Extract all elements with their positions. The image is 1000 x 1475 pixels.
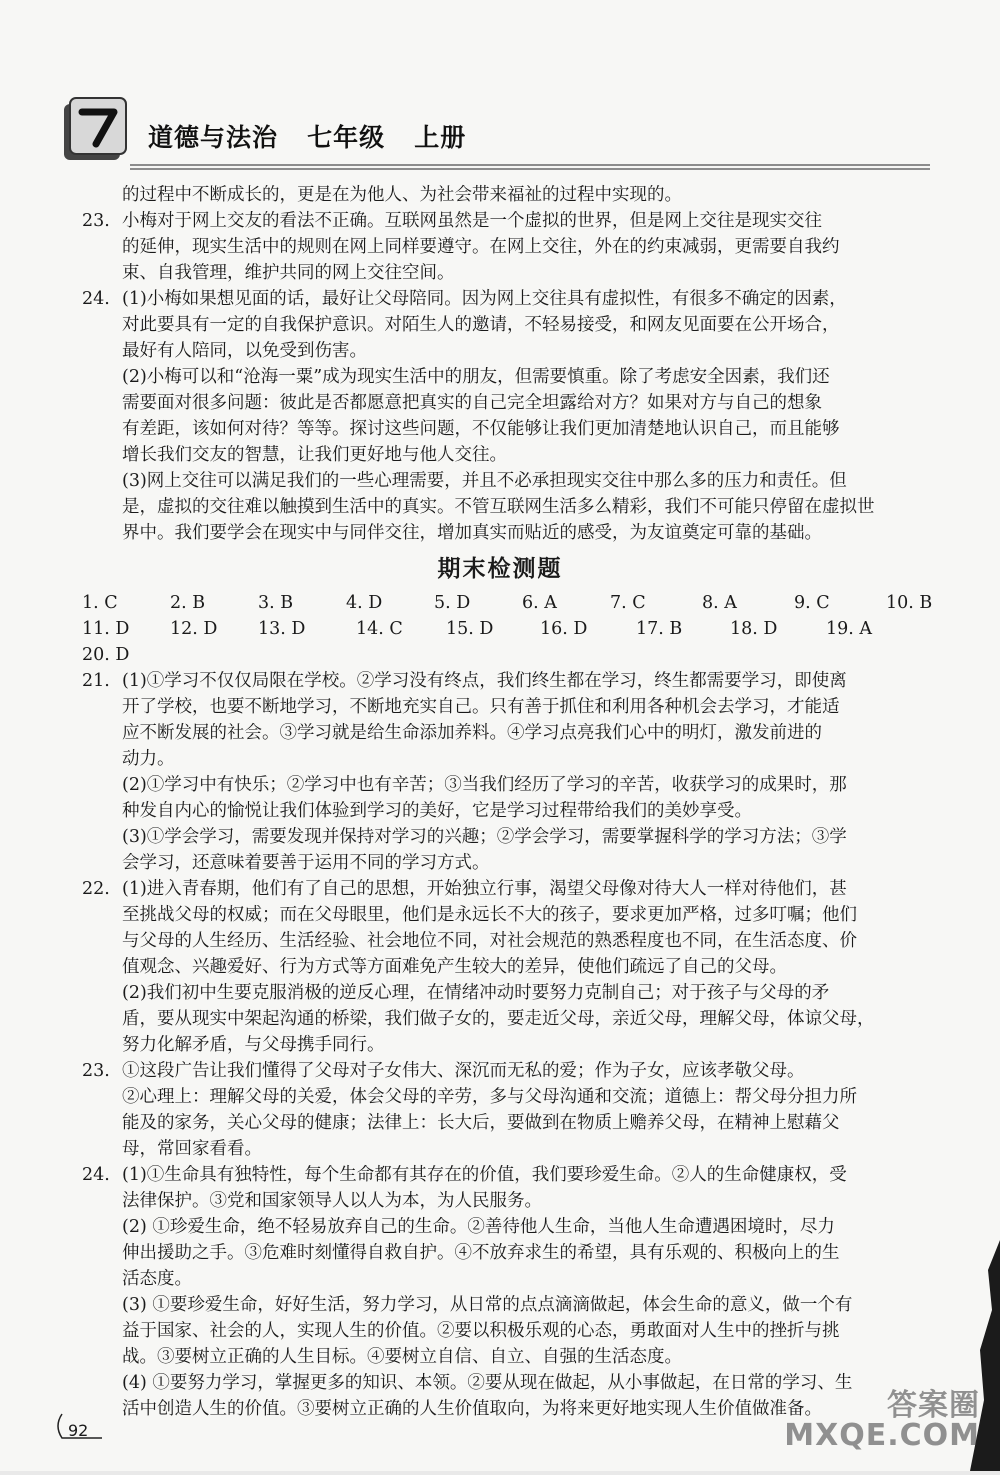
choice-answer: 5. D: [434, 593, 471, 613]
page-number: 92: [68, 1421, 89, 1440]
choice-answer: 17. B: [636, 619, 683, 639]
answer-text: 活态度。: [122, 1269, 192, 1289]
text-line: [60, 746, 940, 772]
text-line: [60, 980, 940, 1006]
text-line: [60, 1058, 940, 1084]
question-number: 24.: [82, 1165, 110, 1185]
answer-text: (1)小梅如果想见面的话，最好让父母陪同。因为网上交往具有虚拟性，有很多不确定的因素，: [122, 289, 847, 309]
text-line: [60, 1292, 940, 1318]
text-line: [60, 1006, 940, 1032]
header-title: 道德与法治 七年级 上册: [148, 123, 467, 152]
answer-text: 益于国家、社会的人，实现人生的价值。②要以积极乐观的心态，勇敢面对人生中的挫折与挑: [122, 1321, 840, 1341]
watermark-line1: 答案圈: [887, 1388, 980, 1423]
answer-text: 需要面对很多问题：彼此是否都愿意把真实的自己完全坦露给对方？如果对方与自己的想象: [122, 393, 822, 413]
previous-answers-block: [60, 182, 940, 546]
text-line: [60, 1240, 940, 1266]
choice-answers-row-2: [60, 616, 940, 642]
book-logo-icon: [60, 94, 132, 166]
text-line: [60, 850, 940, 876]
answer-text: 与父母的人生经历、生活经验、社会地位不同，对社会规范的熟悉程度也不同，在生活态度、价: [122, 931, 857, 951]
answer-text: 有差距，该如何对待？等等。探讨这些问题，不仅能够让我们更加清楚地认识自己，而且能够: [122, 419, 840, 439]
answer-text: 的过程中不断成长的，更是在为他人、为社会带来福祉的过程中实现的。: [122, 185, 682, 205]
watermark: [784, 1388, 980, 1453]
choice-answer: 20. D: [82, 645, 130, 665]
watermark-line2: MXQE.COM: [784, 1418, 980, 1453]
answer-text: 动力。: [122, 749, 175, 769]
choice-answer: 7. C: [610, 593, 646, 613]
answer-text: 界中。我们要学会在现实中与同伴交往，增加真实而贴近的感受，为友谊奠定可靠的基础。: [122, 523, 822, 543]
answer-text: (1)进入青春期，他们有了自己的思想，开始独立行事，渴望父母像对待大人一样对待他们，甚: [122, 879, 847, 899]
choice-answer: 13. D: [258, 619, 306, 639]
text-line: [60, 468, 940, 494]
choice-answer: 14. C: [356, 619, 403, 639]
answer-content: [60, 182, 940, 1422]
answer-text: (3)网上交往可以满足我们的一些心理需要，并且不必承担现实交往中那么多的压力和责任。但: [122, 471, 847, 491]
question-number: 21.: [82, 671, 110, 691]
text-line: [60, 390, 940, 416]
text-line: [60, 338, 940, 364]
text-line: [60, 1110, 940, 1136]
text-line: [60, 286, 940, 312]
text-line: [60, 902, 940, 928]
answer-text: 开了学校，也要不断地学习，不断地充实自己。只有善于抓住和利用各种机会去学习，才能适: [122, 697, 840, 717]
answer-text: ①这段广告让我们懂得了父母对子女伟大、深沉而无私的爱；作为子女，应该孝敬父母。: [122, 1061, 805, 1081]
choice-answers-row-1: [60, 590, 940, 616]
answer-text: 努力化解矛盾，与父母携手同行。: [122, 1035, 385, 1055]
answer-text: (2)①学习中有快乐；②学习中也有辛苦；③当我们经历了学习的辛苦，收获学习的成果时，那: [122, 775, 847, 795]
answer-text: 小梅对于网上交友的看法不正确。互联网虽然是一个虚拟的世界，但是网上交往是现实交往: [122, 211, 822, 231]
answer-text: 盾，要从现实中架起沟通的桥梁，我们做子女的，要走近父母，亲近父母，理解父母，体谅父母，: [122, 1009, 875, 1029]
text-line: [60, 1084, 940, 1110]
question-number: 23.: [82, 1061, 110, 1081]
answer-text: (2) ①珍爱生命，绝不轻易放弃自己的生命。②善待他人生命，当他人生命遭遇困境时，尽力: [122, 1217, 835, 1237]
choice-answer: 12. D: [170, 619, 218, 639]
text-line: [60, 668, 940, 694]
question-number: 23.: [82, 211, 110, 231]
text-line: [60, 416, 940, 442]
answer-text: 束、自我管理，维护共同的网上交往空间。: [122, 263, 455, 283]
answer-text: 增长我们交友的智慧，让我们更好地与他人交往。: [122, 445, 507, 465]
answer-text: 法律保护。③党和国家领导人以人为本，为人民服务。: [122, 1191, 542, 1211]
text-line: [60, 694, 940, 720]
text-line: [60, 798, 940, 824]
header-rule: [130, 162, 930, 170]
text-line: [60, 720, 940, 746]
question-number: 24.: [82, 289, 110, 309]
text-line: [60, 364, 940, 390]
essay-answers-block: [60, 668, 940, 1422]
choice-answer: 1. C: [82, 593, 118, 613]
answer-text: (3)①学会学习，需要发现并保持对学习的兴趣；②学会学习，需要掌握科学的学习方法；③学: [122, 827, 847, 847]
text-line: [60, 1032, 940, 1058]
choice-answer: 19. A: [826, 619, 873, 639]
answer-text: 是，虚拟的交往难以触摸到生活中的真实。不管互联网生活多么精彩，我们不可能只停留在虚拟世: [122, 497, 875, 517]
answer-text: 活中创造人生的价值。③要树立正确的人生价值取向，为将来更好地实现人生价值做准备。: [122, 1399, 822, 1419]
answer-text: (2)我们初中生要克服消极的逆反心理，在情绪冲动时要努力克制自己；对于孩子与父母的矛: [122, 983, 830, 1003]
answer-text: 至挑战父母的权威；而在父母眼里，他们是永远长不大的孩子，要求更加严格，过多叮嘱；他们: [122, 905, 857, 925]
text-line: [60, 312, 940, 338]
text-line: [60, 928, 940, 954]
question-number: 22.: [82, 879, 110, 899]
section-title: 期末检测题: [437, 556, 563, 582]
text-line: [60, 824, 940, 850]
answer-text: ②心理上：理解父母的关爱，体会父母的辛劳，多与父母沟通和交流；道德上：帮父母分担力所: [122, 1087, 857, 1107]
choice-answer: 2. B: [170, 593, 206, 613]
answer-text: 值观念、兴趣爱好、行为方式等方面难免产生较大的差异，使他们疏远了自己的父母。: [122, 957, 787, 977]
text-line: [60, 520, 940, 546]
text-line: [60, 234, 940, 260]
answer-text: (2)小梅可以和“沧海一粟”成为现实生活中的朋友，但需要慎重。除了考虑安全因素，我们还: [122, 367, 830, 387]
choice-answer: 11. D: [82, 619, 130, 639]
choice-answer: 6. A: [522, 593, 557, 613]
choice-answer: 18. D: [730, 619, 778, 639]
choice-answers-row-3: [60, 642, 940, 668]
answer-text: 最好有人陪同，以免受到伤害。: [122, 341, 367, 361]
choice-answer: 8. A: [702, 593, 737, 613]
choice-answer: 10. B: [886, 593, 933, 613]
choice-answer: 4. D: [346, 593, 383, 613]
text-line: [60, 1162, 940, 1188]
choice-answer: 3. B: [258, 593, 294, 613]
choice-answer: 16. D: [540, 619, 588, 639]
text-line: [60, 1136, 940, 1162]
answer-text: 的延伸，现实生活中的规则在网上同样要遵守。在网上交往，外在的约束减弱，更需要自我约: [122, 237, 840, 257]
text-line: [60, 1214, 940, 1240]
text-line: [60, 260, 940, 286]
text-line: [60, 182, 940, 208]
text-line: [60, 876, 940, 902]
page-header: [60, 88, 940, 188]
answer-text: (3) ①要珍爱生命，好好生活，努力学习，从日常的点点滴滴做起，体会生命的意义，做一个有: [122, 1295, 853, 1315]
answer-text: (1)①生命具有独特性，每个生命都有其存在的价值，我们要珍爱生命。②人的生命健康权，受: [122, 1165, 847, 1185]
text-line: [60, 954, 940, 980]
choice-answer: 15. D: [446, 619, 494, 639]
text-line: [60, 1266, 940, 1292]
answer-text: 种发自内心的愉悦让我们体验到学习的美好，它是学习过程带给我们的美妙享受。: [122, 801, 752, 821]
answer-text: 能及的家务，关心父母的健康；法律上：长大后，要做到在物质上赡养父母，在精神上慰藉父: [122, 1113, 840, 1133]
answer-text: 伸出援助之手。③危难时刻懂得自救自护。④不放弃求生的希望，具有乐观的、积极向上的生: [122, 1243, 840, 1263]
answer-text: 会学习，还意味着要善于运用不同的学习方式。: [122, 853, 490, 873]
answer-text: 应不断发展的社会。③学习就是给生命添加养料。④学习点亮我们心中的明灯，激发前进的: [122, 723, 822, 743]
text-line: [60, 1188, 940, 1214]
answer-text: (4) ①要努力学习，掌握更多的知识、本领。②要从现在做起，从小事做起，在日常的学习、生: [122, 1373, 853, 1393]
text-line: [60, 494, 940, 520]
answer-text: (1)①学习不仅仅局限在学校。②学习没有终点，我们终生都在学习，终生都需要学习，即使离: [122, 671, 847, 691]
text-line: [60, 1344, 940, 1370]
choice-answer: 9. C: [794, 593, 830, 613]
text-line: [60, 442, 940, 468]
text-line: [60, 1318, 940, 1344]
answer-text: 母，常回家看看。: [122, 1139, 262, 1159]
text-line: [60, 772, 940, 798]
text-line: [60, 208, 940, 234]
answer-text: 战。③要树立正确的人生目标。④要树立自信、自立、自强的生活态度。: [122, 1347, 682, 1367]
answer-text: 对此要具有一定的自我保护意识。对陌生人的邀请，不轻易接受，和网友见面要在公开场合，: [122, 315, 840, 335]
